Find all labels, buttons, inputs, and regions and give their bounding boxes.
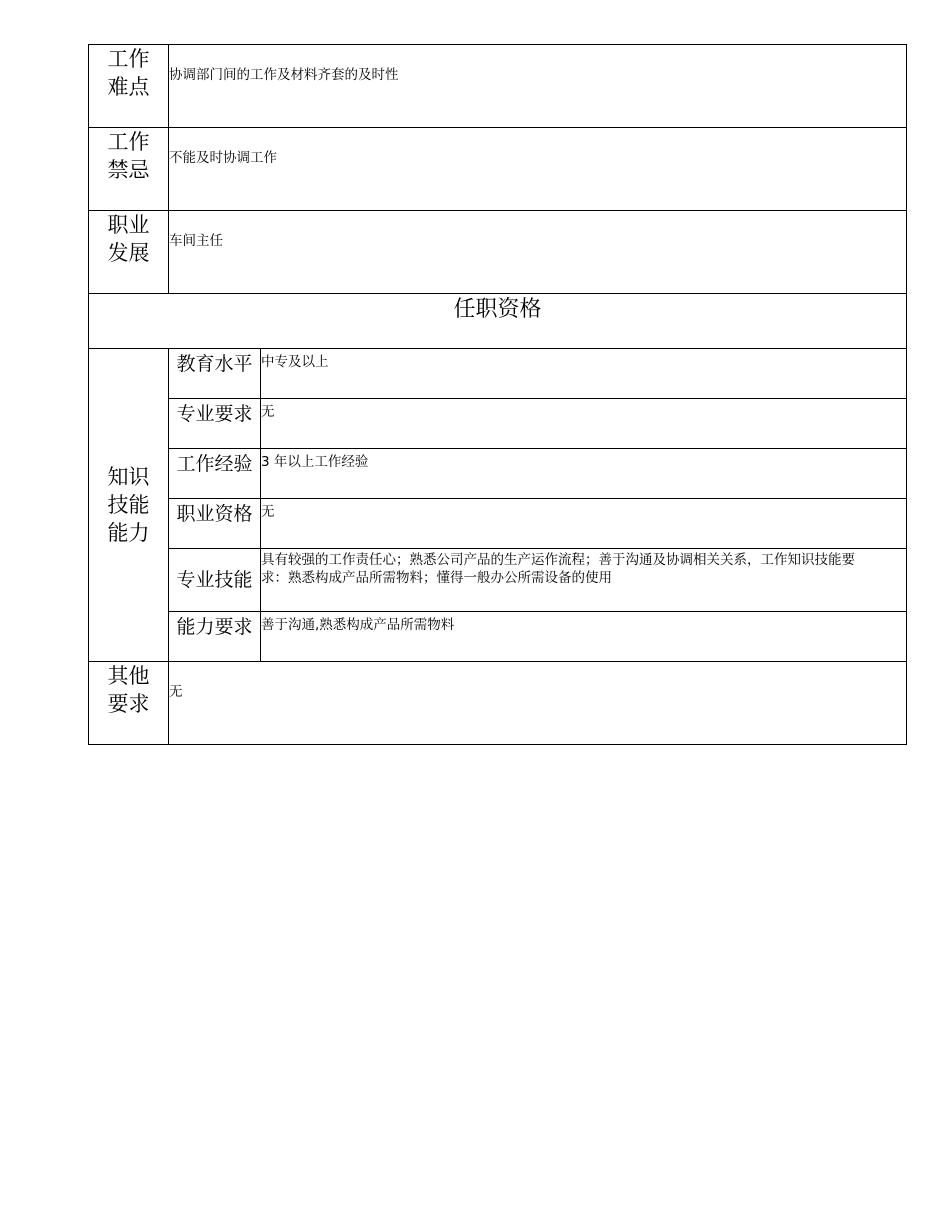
- row-value: 协调部门间的工作及材料齐套的及时性: [169, 45, 907, 128]
- qualification-row: [89, 499, 907, 549]
- row-other-requirements: [89, 662, 907, 745]
- qualification-row: [89, 349, 907, 399]
- row-label: 工作禁忌: [89, 128, 169, 211]
- qualification-label: 教育水平: [169, 349, 261, 399]
- qualification-label: 专业要求: [169, 399, 261, 449]
- qualification-row: [89, 399, 907, 449]
- qualification-value: 善于沟通,熟悉构成产品所需物料: [261, 612, 907, 662]
- row-label: 职业发展: [89, 211, 169, 294]
- section-header-row: [89, 294, 907, 349]
- qualification-value: 具有较强的工作责任心；熟悉公司产品的生产运作流程；善于沟通及协调相关关系，工作知识技能要求：熟悉构成产品所需物料；懂得一般办公所需设备的使用: [261, 549, 907, 612]
- row-label: 工作难点: [89, 45, 169, 128]
- row-value: 车间主任: [169, 211, 907, 294]
- qualification-value: 中专及以上: [261, 349, 907, 399]
- qualification-label: 专业技能: [169, 549, 261, 612]
- qualification-label: 职业资格: [169, 499, 261, 549]
- qualification-value: 无: [261, 399, 907, 449]
- qualification-label: 工作经验: [169, 449, 261, 499]
- job-description-table: [88, 44, 907, 745]
- row-label: 其他要求: [89, 662, 169, 745]
- qualification-label: 能力要求: [169, 612, 261, 662]
- row-value: 无: [169, 662, 907, 745]
- qualification-row: [89, 612, 907, 662]
- qualification-row: [89, 549, 907, 612]
- row-career-development: [89, 211, 907, 294]
- qualification-value: 3 年以上工作经验: [261, 449, 907, 499]
- row-work-difficulty: [89, 45, 907, 128]
- qualification-row: [89, 449, 907, 499]
- row-value: 不能及时协调工作: [169, 128, 907, 211]
- qualification-value: 无: [261, 499, 907, 549]
- row-work-taboo: [89, 128, 907, 211]
- knowledge-skill-ability-label: 知识技能能力: [89, 349, 169, 662]
- section-title: 任职资格: [89, 294, 907, 349]
